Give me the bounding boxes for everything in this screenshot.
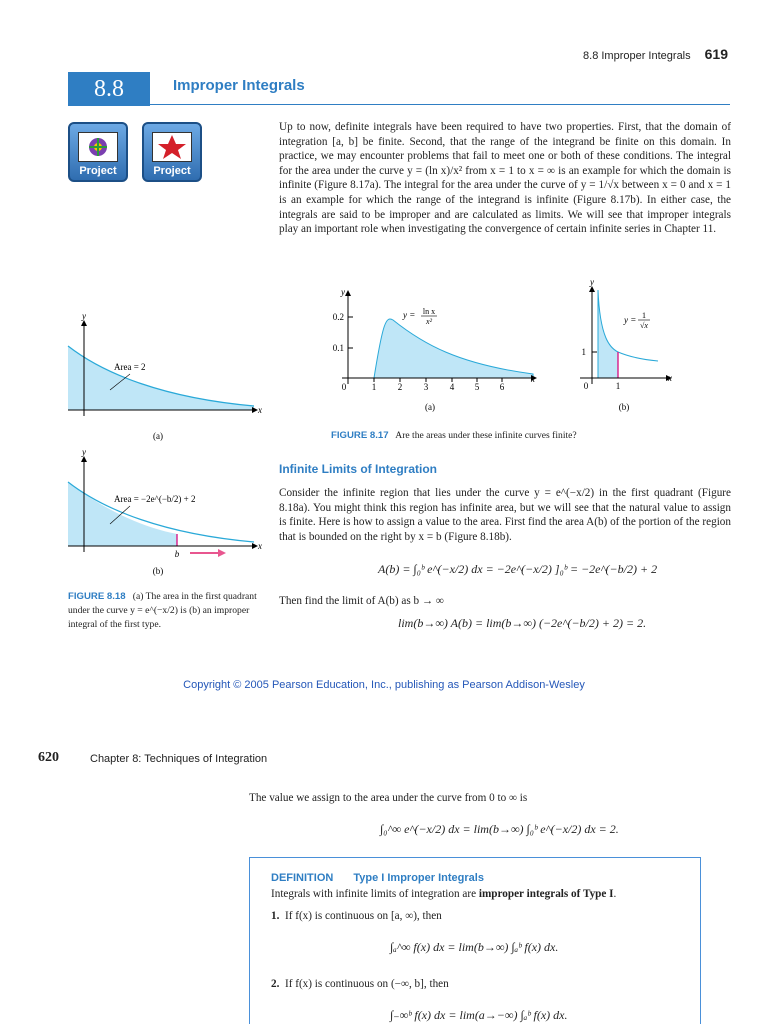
definition-key: DEFINITION bbox=[271, 872, 334, 884]
project-button-2[interactable] bbox=[142, 122, 202, 182]
caption-text: Are the areas under these infinite curves finite? bbox=[395, 430, 577, 441]
sub-label: (b) bbox=[152, 566, 164, 576]
definition-title: Type I Improper Integrals bbox=[353, 872, 484, 884]
x-tick: 2 bbox=[397, 382, 403, 392]
curve-label: y = bbox=[624, 315, 637, 325]
intro-paragraph: Up to now, definite integrals have been required to have two properties. First, that the domain of integration [a, b] be finite. Second, that the range of the integrand be finite on this domain. In practice, we may encounter problems that fail to meet one or both of these conditions. The integral for the area under the curve y = (ln x)/x² from x = 1 to x = ∞ is an example for which the domain is infinite (Figure 8.17a). The integral for the area under the curve of y = 1/√x between x = 0 and x = 1 is an example for which the range of the integrand is infinite (Figure 8.17b). In either case, the integrals are said to be improper and are calculated as limits. We will see that improper integrals play an important role when investigating the convergence of certain infinite series in Chapter 11. bbox=[279, 121, 731, 236]
item-number: 2. bbox=[271, 978, 280, 990]
sub-label: (a) bbox=[153, 431, 163, 441]
running-head bbox=[583, 46, 728, 62]
running-head-section: 8.8 Improper Integrals bbox=[583, 50, 691, 62]
caption-key: FIGURE 8.18 bbox=[68, 591, 126, 602]
section-number: 8.8 bbox=[68, 72, 150, 106]
section-title: Improper Integrals bbox=[173, 77, 305, 94]
section-rule bbox=[150, 104, 730, 105]
x-tick: 0 bbox=[583, 381, 589, 391]
definition-intro bbox=[271, 887, 691, 902]
area-label: Area = 2 bbox=[114, 362, 146, 372]
project-button-1[interactable] bbox=[68, 122, 128, 182]
x-axis-label: x bbox=[668, 373, 672, 383]
area-fill bbox=[374, 319, 533, 378]
curve-numerator: ln x bbox=[422, 307, 436, 316]
subsection-paragraph: Consider the infinite region that lies under the curve y = e^(−x/2) in the first quadrant (Figure 8.18a). You might think this region has infinite area, but we will see that the natural value to assign is finite. Here is how to assign a value to the area. First find the area A(b) of the portion of the region that is bounded on the right by x = b (Figure 8.18b). bbox=[279, 487, 731, 543]
x-tick: 0 bbox=[341, 382, 347, 392]
chapter-title: Chapter 8: Techniques of Integration bbox=[90, 753, 268, 765]
figure-8-17-caption bbox=[331, 429, 731, 443]
definition-item-2 bbox=[271, 977, 691, 992]
value-text: The value we assign to the area under the curve from 0 to ∞ is bbox=[249, 792, 528, 804]
area-label: Area = −2e^(−b/2) + 2 bbox=[114, 494, 196, 504]
area-fill bbox=[598, 290, 618, 378]
caption-key: FIGURE 8.17 bbox=[331, 430, 389, 441]
area-fill bbox=[68, 346, 254, 410]
definition-intro-post: . bbox=[613, 888, 617, 900]
definition-intro-pre: Integrals with infinite limits of integration are bbox=[271, 888, 479, 900]
b-label: b bbox=[174, 549, 180, 559]
item-text: If f(x) is continuous on (−∞, b], then bbox=[284, 978, 449, 990]
project-star-icon bbox=[152, 132, 192, 162]
item-text: If f(x) is continuous on [a, ∞), then bbox=[284, 910, 442, 922]
project-label: Project bbox=[79, 165, 117, 177]
y-tick: 0.1 bbox=[332, 343, 344, 353]
x-tick: 4 bbox=[449, 382, 455, 392]
curve-denominator: x² bbox=[426, 317, 432, 326]
equation-area-value: ∫₀^∞ e^(−x/2) dx = lim(b→∞) ∫₀ᵇ e^(−x/2) dx = 2. bbox=[380, 822, 619, 836]
x-tick: 3 bbox=[423, 382, 429, 392]
item-number: 1. bbox=[271, 910, 280, 922]
subsection-title: Infinite Limits of Integration bbox=[279, 462, 437, 476]
y-tick: 0.2 bbox=[332, 312, 344, 322]
definition-item-1 bbox=[271, 909, 691, 924]
figure-8-18a bbox=[64, 310, 268, 446]
x-tick: 6 bbox=[499, 382, 505, 392]
y-axis-label: y bbox=[341, 287, 345, 297]
y-axis-label: y bbox=[82, 311, 86, 321]
project-flower-icon bbox=[78, 132, 118, 162]
x-tick: 1 bbox=[615, 381, 621, 391]
definition-header bbox=[271, 868, 484, 886]
sub-label: (a) bbox=[425, 402, 435, 412]
x-axis-label: x bbox=[531, 374, 535, 384]
x-tick: 1 bbox=[371, 382, 377, 392]
curve bbox=[618, 352, 658, 361]
definition-box bbox=[249, 857, 701, 1024]
y-axis-label: y bbox=[82, 447, 86, 457]
caption-text: (a) The area in the first quadrant under the curve y = e^(−x/2) is (b) an improper integral of the first type. bbox=[68, 591, 257, 630]
definition-eq-1: ∫ₐ^∞ f(x) dx = lim(b→∞) ∫ₐᵇ f(x) dx. bbox=[390, 940, 559, 954]
x-axis-label: x bbox=[258, 541, 262, 551]
page-number: 619 bbox=[704, 46, 728, 62]
figure-8-17a bbox=[328, 286, 543, 416]
copyright-notice: Copyright © 2005 Pearson Education, Inc., publishing as Pearson Addison-Wesley bbox=[183, 679, 585, 691]
sub-label: (b) bbox=[618, 402, 630, 412]
x-axis-label: x bbox=[258, 405, 262, 415]
page-number-620: 620 bbox=[38, 750, 59, 765]
curve-denominator: √x bbox=[640, 321, 648, 330]
project-label: Project bbox=[153, 165, 191, 177]
equation-limit: lim(b→∞) A(b) = lim(b→∞) (−2e^(−b/2) + 2) = 2. bbox=[398, 616, 647, 630]
figure-8-18-caption bbox=[68, 590, 263, 632]
y-tick: 1 bbox=[581, 347, 586, 357]
curve-label: y = bbox=[403, 310, 416, 320]
figure-8-18b bbox=[64, 446, 268, 580]
then-text: Then find the limit of A(b) as b → ∞ bbox=[279, 595, 444, 607]
x-tick: 5 bbox=[474, 382, 480, 392]
curve-numerator: 1 bbox=[642, 311, 646, 320]
figure-8-17b bbox=[572, 278, 682, 416]
definition-intro-bold: improper integrals of Type I bbox=[478, 888, 614, 900]
y-axis-label: y bbox=[590, 278, 594, 287]
definition-eq-2: ∫₋∞ᵇ f(x) dx = lim(a→−∞) ∫ₐᵇ f(x) dx. bbox=[390, 1008, 568, 1022]
equation-Ab: A(b) = ∫₀ᵇ e^(−x/2) dx = −2e^(−x/2) ]₀ᵇ = −2e^(−b/2) + 2 bbox=[378, 562, 658, 576]
